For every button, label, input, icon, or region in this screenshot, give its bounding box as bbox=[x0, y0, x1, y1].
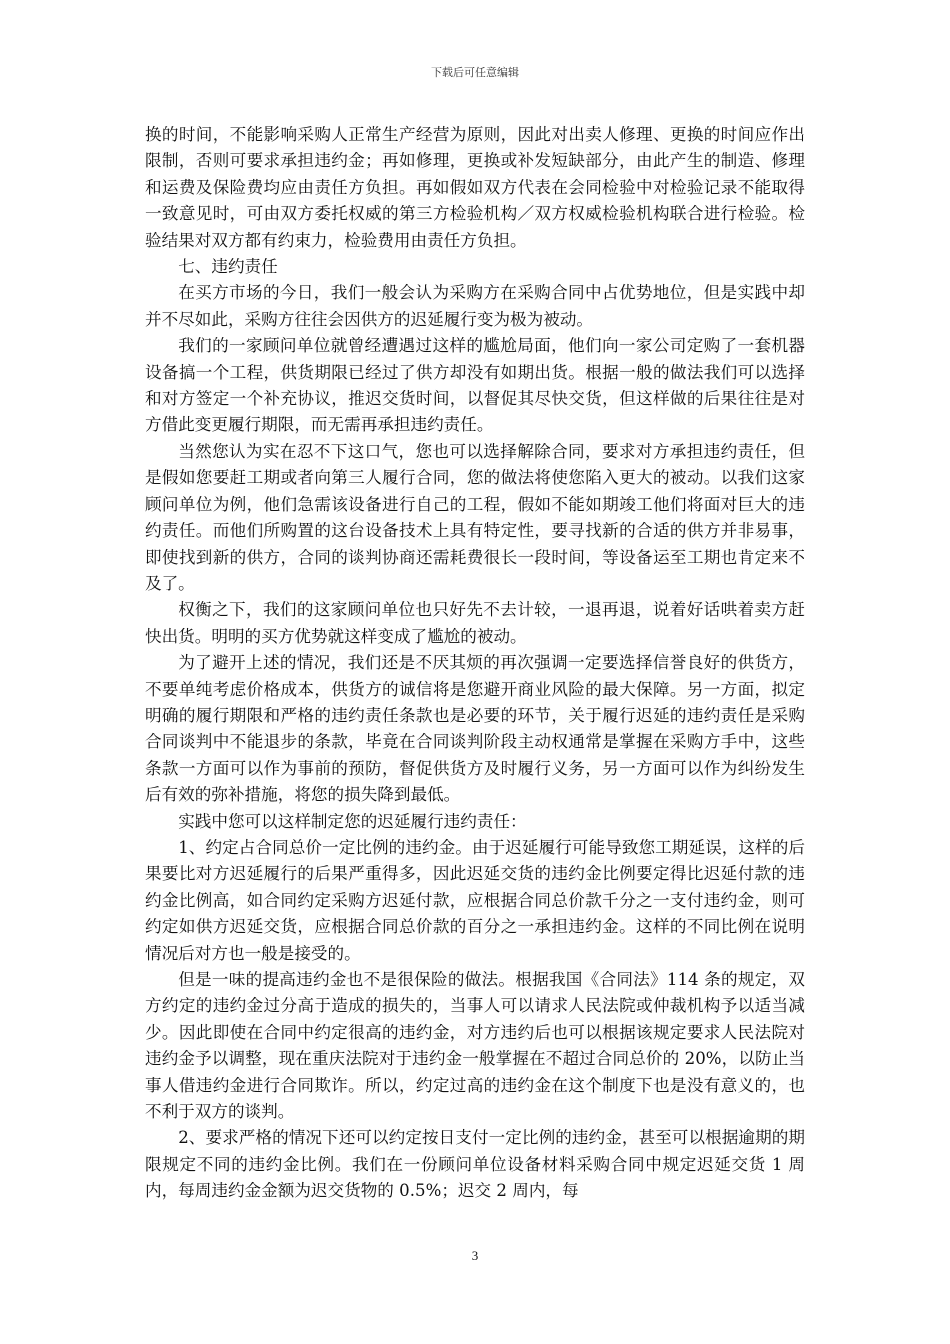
section-heading: 七、违约责任 bbox=[178, 257, 278, 277]
paragraph: 实践中您可以这样制定您的迟延履行违约责任： bbox=[178, 811, 527, 831]
paragraph: 2、要求严格的情况下还可以约定按日支付一定比例的违约金，甚至可以根据逾期的期限规定不同的违约金比例。我们在一份顾问单位设备材料采购合同中规定迟延交货 1 周内，每周违约金金额为迟交货物的 0.5%；迟交 2 周内，每 bbox=[145, 1128, 805, 1201]
paragraph: 为了避开上述的情况，我们还是不厌其烦的再次强调一定要选择信誉良好的供货方，不要单纯考虑价格成本，供货方的诚信将是您避开商业风险的最大保障。另一方面，拟定明确的履行期限和严格的违约责任条款也是必要的环节，关于履行迟延的违约责任是采购合同谈判中不能退步的条款，毕竟在合同谈判阶段主动权通常是掌握在采购方手中，这些条款一方面可以作为事前的预防，督促供货方及时履行义务，另一方面可以作为纠纷发生后有效的弥补措施，将您的损失降到最低。 bbox=[145, 653, 805, 805]
paragraph: 但是一味的提高违约金也不是很保险的做法。根据我国《合同法》114 条的规定，双方约定的违约金过分高于造成的损失的，当事人可以请求人民法院或仲裁机构予以适当减少。因此即使在合同中约定很高的违约金，对方违约后也可以根据该规定要求人民法院对违约金予以调整，现在重庆法院对于违约金一般掌握在不超过合同总价的 20%，以防止当事人借违约金进行合同欺诈。所以，约定过高的违约金在这个制度下也是没有意义的，也不利于双方的谈判。 bbox=[145, 970, 805, 1122]
paragraph: 1、约定占合同总价一定比例的违约金。由于迟延履行可能导致您工期延误，这样的后果要比对方迟延履行的后果严重得多，因此迟延交货的违约金比例要定得比迟延付款的违约金比例高，如合同约定采购方迟延付款，应根据合同总价款千分之一支付违约金，则可约定如供方迟延交货，应根据合同总价款的百分之一承担违约金。这样的不同比例在说明情况后对方也一般是接受的。 bbox=[145, 837, 805, 963]
paragraph: 换的时间，不能影响采购人正常生产经营为原则，因此对出卖人修理、更换的时间应作出限制，否则可要求承担违约金；再如修理，更换或补发短缺部分，由此产生的制造、修理和运费及保险费均应由责任方负担。再如假如双方代表在会同检验中对检验记录不能取得一致意见时，可由双方委托权威的第三方检验机构／双方权威检验机构联合进行检验。检验结果对双方都有约束力，检验费用由责任方负担。 bbox=[145, 125, 805, 250]
page-number: 3 bbox=[471, 1248, 479, 1263]
paragraph: 我们的一家顾问单位就曾经遭遇过这样的尴尬局面，他们向一家公司定购了一套机器设备搞一个工程，供货期限已经过了供方却没有如期出货。根据一般的做法我们可以选择和对方签定一个补充协议，推迟交货时间，以督促其尽快交货，但这样做的后果往往是对方借此变更履行期限，而无需再承担违约责任。 bbox=[145, 336, 805, 435]
page-header: 下载后可任意编辑 bbox=[431, 66, 519, 79]
paragraph: 在买方市场的今日，我们一般会认为采购方在采购合同中占优势地位，但是实践中却并不尽如此，采购方往往会因供方的迟延履行变为极为被动。 bbox=[145, 283, 805, 329]
paragraph: 权衡之下，我们的这家顾问单位也只好先不去计较，一退再退，说着好话哄着卖方赶快出货。明明的买方优势就这样变成了尴尬的被动。 bbox=[145, 600, 805, 646]
paragraph: 当然您认为实在忍不下这口气，您也可以选择解除合同，要求对方承担违约责任，但是假如您要赶工期或者向第三人履行合同，您的做法将使您陷入更大的被动。以我们这家顾问单位为例，他们急需该设备进行自己的工程，假如不能如期竣工他们将面对巨大的违约责任。而他们所购置的这台设备技术上具有特定性，要寻找新的合适的供方并非易事，即使找到新的供方，合同的谈判协商还需耗费很长一段时间，等设备运至工期也肯定来不及了。 bbox=[145, 441, 805, 593]
body-text bbox=[145, 122, 805, 1205]
